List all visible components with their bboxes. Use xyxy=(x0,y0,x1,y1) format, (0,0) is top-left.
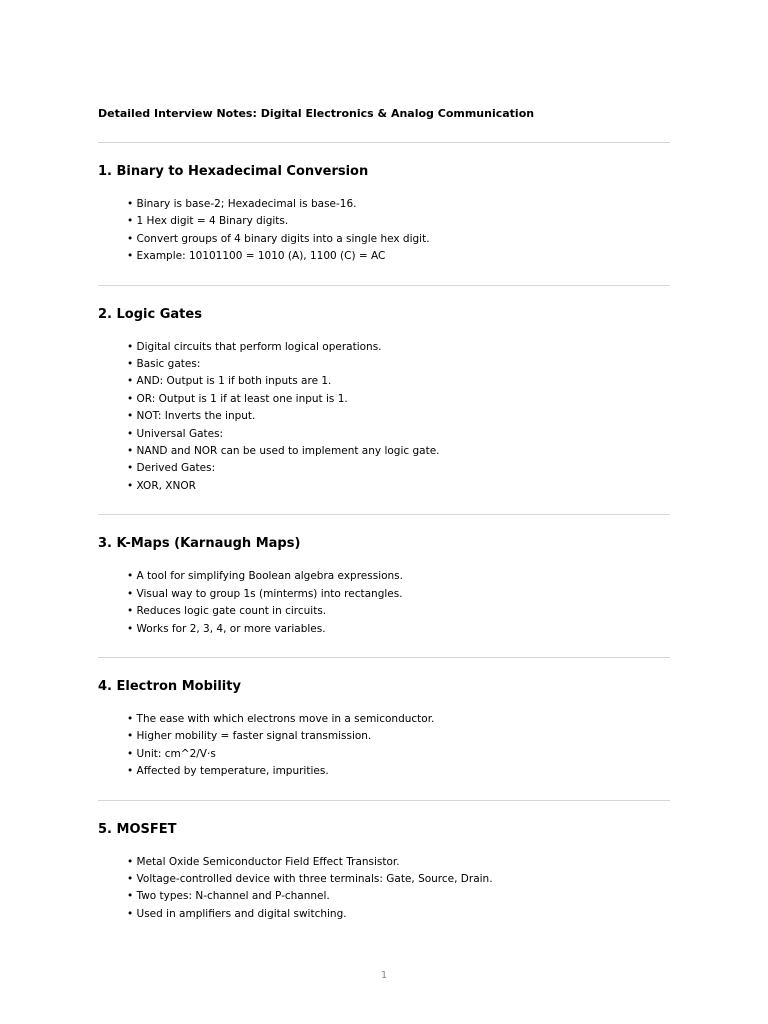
section-2 xyxy=(98,286,670,516)
bullet-item: • Unit: cm^2/V·s xyxy=(127,746,670,763)
bullet-item: • OR: Output is 1 if at least one input is 1. xyxy=(127,391,670,408)
bullet-item: • Derived Gates: xyxy=(127,460,670,477)
section-1 xyxy=(98,143,670,286)
section-heading: 5. MOSFET xyxy=(98,821,177,837)
bullet-item: • Voltage-controlled device with three terminals: Gate, Source, Drain. xyxy=(127,871,670,888)
bullet-item: • Digital circuits that perform logical operations. xyxy=(127,339,670,356)
page-number: 1 xyxy=(380,970,388,981)
section-4 xyxy=(98,658,670,801)
bullet-item: • NAND and NOR can be used to implement any logic gate. xyxy=(127,443,670,460)
bullet-item: • Affected by temperature, impurities. xyxy=(127,763,670,780)
bullet-item: • Basic gates: xyxy=(127,356,670,373)
section-5 xyxy=(98,801,670,924)
bullet-item: • A tool for simplifying Boolean algebra expressions. xyxy=(127,568,670,585)
sections-container xyxy=(98,143,670,923)
bullet-list xyxy=(98,324,670,496)
bullet-list xyxy=(98,696,670,781)
bullet-list xyxy=(98,181,670,266)
section-heading: 4. Electron Mobility xyxy=(98,678,241,694)
bullet-item: • XOR, XNOR xyxy=(127,478,670,495)
bullet-item: • Example: 10101100 = 1010 (A), 1100 (C) = AC xyxy=(127,248,670,265)
bullet-item: • NOT: Inverts the input. xyxy=(127,408,670,425)
bullet-item: • 1 Hex digit = 4 Binary digits. xyxy=(127,213,670,230)
bullet-item: • Two types: N-channel and P-channel. xyxy=(127,888,670,905)
bullet-item: • The ease with which electrons move in a semiconductor. xyxy=(127,711,670,728)
bullet-item: • AND: Output is 1 if both inputs are 1. xyxy=(127,373,670,390)
section-heading: 1. Binary to Hexadecimal Conversion xyxy=(98,164,369,179)
bullet-item: • Binary is base-2; Hexadecimal is base-16. xyxy=(127,196,670,213)
bullet-item: • Reduces logic gate count in circuits. xyxy=(127,603,670,620)
bullet-item: • Convert groups of 4 binary digits into a single hex digit. xyxy=(127,231,670,248)
section-heading: 3. K-Maps (Karnaugh Maps) xyxy=(98,536,301,552)
section-3 xyxy=(98,515,670,658)
section-heading: 2. Logic Gates xyxy=(98,306,202,322)
document-page xyxy=(98,106,670,923)
bullet-item: • Higher mobility = faster signal transmission. xyxy=(127,728,670,745)
bullet-list xyxy=(98,553,670,638)
bullet-item: • Metal Oxide Semiconductor Field Effect Transistor. xyxy=(127,854,670,871)
bullet-item: • Universal Gates: xyxy=(127,426,670,443)
bullet-item: • Visual way to group 1s (minterms) into rectangles. xyxy=(127,586,670,603)
bullet-item: • Works for 2, 3, 4, or more variables. xyxy=(127,621,670,638)
bullet-item: • Used in amplifiers and digital switching. xyxy=(127,906,670,923)
bullet-list xyxy=(98,839,670,924)
document-title: Detailed Interview Notes: Digital Electronics & Analog Communication xyxy=(98,107,535,120)
